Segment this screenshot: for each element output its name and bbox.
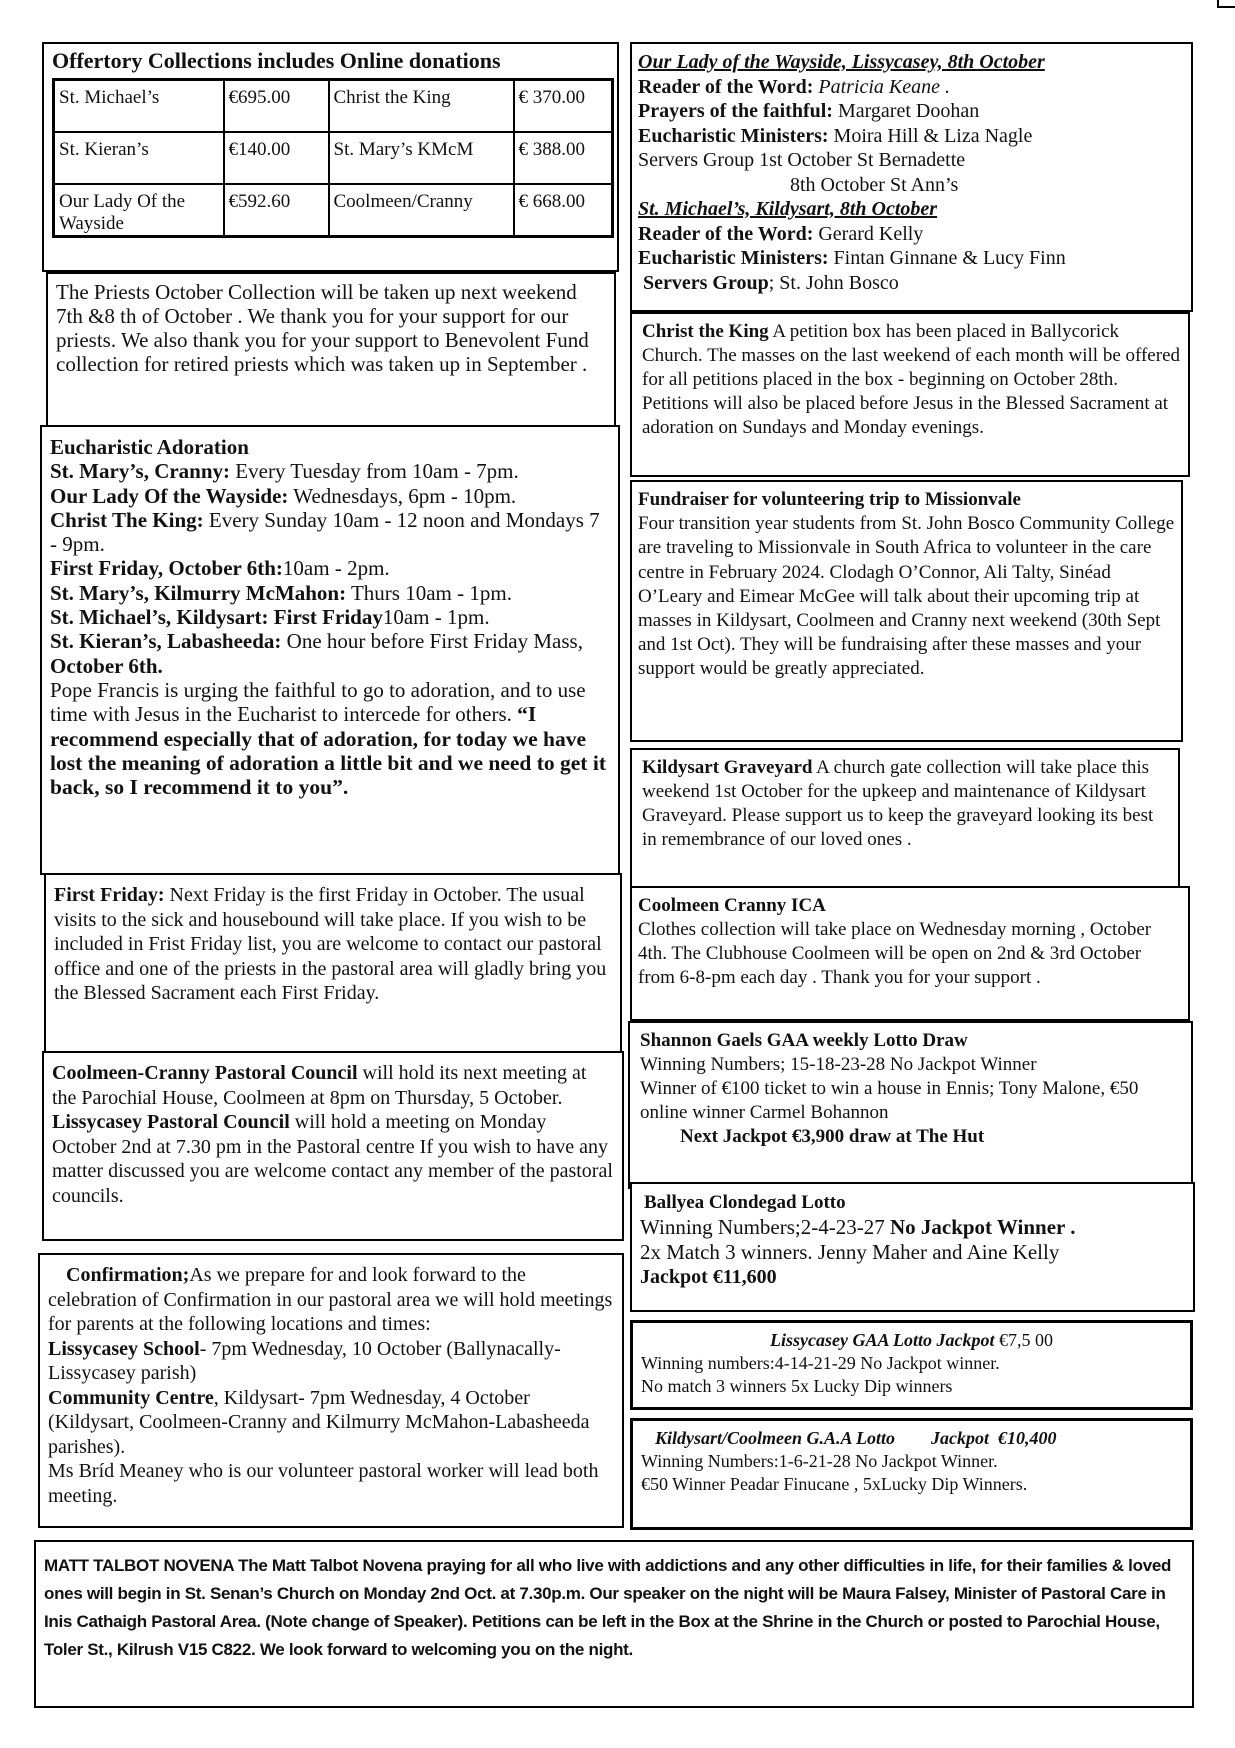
ica-title: Coolmeen Cranny ICA [638,895,826,916]
lissycasey-lotto-title: Lissycasey GAA Lotto Jackpot [770,1330,995,1350]
entry-text: Wednesdays, 6pm - 10pm. [288,483,517,508]
entry-text: 10am - 2pm. [282,556,390,581]
entry-label: St. Kieran’s, Labasheeda: [50,629,282,654]
ballyea-match3: 2x Match 3 winners [640,1240,808,1264]
entry-label: First Friday, October 6th: [50,556,283,581]
kildysart-graveyard-box [630,748,1180,888]
shannon-gaels-numbers: Winning Numbers; 15-18-23-28 No Jackpot Winner [640,1054,1037,1075]
offertory-table [52,78,614,238]
entry-label: Christ The King: [50,507,204,532]
lissycasey-match3: No match 3 winners 5x Lucky Dip winners [641,1376,953,1396]
collection-amount: € 370.00 [514,80,613,132]
ballyea-title: Ballyea Clondegad Lotto [644,1192,846,1213]
priests-collection-text: The Priests October Collection will be taken up next weekend 7th &8 th of October . We thank you for your support for our priests. We also thank you for your support to Benevolent Fund collection for retired priests which was taken up in September . [56,280,589,376]
matt-talbot-novena-box [34,1540,1194,1708]
confirmation-closing: Ms Bríd Meaney who is our volunteer pastoral worker will lead both meeting. [48,1460,599,1507]
kildysart-numbers: Winning Numbers:1-6-21-28 No Jackpot Winner. [641,1451,998,1471]
adoration-entry [50,508,610,557]
lissycasey-council-text: will hold a meeting on Monday October 2nd at 7.30 pm in the Pastoral centre If you wish to have any matter discussed you are welcome contact any member of the pastoral councils. [52,1111,613,1207]
location-label: Lissycasey School [48,1337,200,1360]
entry-date: October 6th. [50,653,163,678]
entry-text: Thurs 10am - 1pm. [346,580,512,605]
table-row [54,80,613,132]
entry-label: St. Mary’s, Kilmurry McMahon: [50,580,347,605]
confirmation-box [38,1253,624,1528]
ballyea-lotto-box [630,1182,1195,1312]
adoration-title: Eucharistic Adoration [50,435,249,459]
petition-text: A petition box has been placed in Ballycorick Church. The masses on the last weekend of each month will be offered for all petitions placed in the box - beginning on October 28th. Petitions will also be placed before Jesus in the Blessed Sacrament at adoration on Sundays and Monday evenings. [642,321,1181,438]
ballyea-jackpot: Jackpot €11,600 [640,1266,777,1288]
lissycasey-council-label: Lissycasey Pastoral Council [52,1111,290,1133]
adoration-entry [50,556,610,580]
adoration-entry [50,629,610,678]
kildysart-coolmeen-lotto-box [630,1418,1193,1530]
page-corner-mark [1217,0,1235,8]
shannon-gaels-title: Shannon Gaels GAA weekly Lotto Draw [640,1030,968,1051]
entry-label: St. Mary’s, Cranny: [50,459,231,484]
confirmation-intro: As we prepare for and look forward to the celebration of Confirmation in our pastoral area we will hold meetings for parents at the following locations and times: [48,1264,613,1335]
offertory-title: Offertory Collections includes Online donations [52,48,501,73]
graveyard-text: A church gate collection will take place this weekend 1st October for the upkeep and maintenance of Kildysart Graveyard. Please support us to keep the graveyard looking its best in remembrance of our loved ones . [642,757,1154,850]
church-name: Christ the King [329,80,514,132]
lissycasey-jackpot: €7,5 00 [994,1330,1053,1350]
ballyea-match3-names: . Jenny Maher and Aine Kelly [807,1240,1060,1264]
reader-label: Reader of the Word: [638,222,814,245]
missionvale-title: Fundraiser for volunteering trip to Missionvale [638,489,1021,510]
adoration-entry [50,581,610,605]
lissycasey-numbers: Winning numbers:4-14-21-29 No Jackpot winner. [641,1353,1000,1373]
collection-amount: € 388.00 [514,132,613,184]
collection-amount: €592.60 [224,184,329,237]
pope-quote: “I recommend especially that of adoration, for today we have lost the meaning of adoration a little bit and we need to get it back, so I recommend it to you”. [50,702,606,800]
adoration-entry [50,459,610,483]
collection-amount: €140.00 [224,132,329,184]
first-friday-text: Next Friday is the first Friday in October. The usual visits to the sick and housebound will take place. If you wish to be included in Frist Friday list, you are welcome to contact our pastoral office and one of the priests in the pastoral area will gladly bring you the Blessed Sacrament each First Friday. [54,884,607,1004]
priests-collection-box [46,272,616,427]
prayers-label: Prayers of the faithful: [638,100,833,122]
shannon-gaels-lotto-box [628,1021,1193,1189]
ministers-names: Fintan Ginnane & Lucy Finn [828,247,1066,269]
reader-name: Patricia Keane . [813,75,950,98]
servers-line: Servers Group 1st October St Bernadette [638,149,966,171]
kildysart-winners: €50 Winner Peadar Finucane , 5xLucky Dip Winners. [641,1474,1028,1494]
table-row [54,132,613,184]
pope-francis-paragraph [50,678,610,799]
petition-label: Christ the King [642,321,769,342]
prayers-name: Margaret Doohan [832,100,980,122]
entry-text: 10am - 1pm. [382,605,490,630]
pope-intro: Pope Francis is urging the faithful to go to adoration, and to use time with Jesus in the Eucharist to intercede for others. [50,677,586,727]
church-name: St. Mary’s KMcM [329,132,514,184]
missionvale-fundraiser-box [630,480,1183,742]
offertory-collections-box [42,42,619,272]
graveyard-label: Kildysart Graveyard [642,757,813,778]
ica-text: Clothes collection will take place on Wednesday morning , October 4th. The Clubhouse Coolmeen will be open on 2nd & 3rd October from 6-8-pm each day . Thank you for your support . [638,919,1152,988]
rota-heading-kildysart: St. Michael’s, Kildysart, 8th October [638,198,938,220]
adoration-entry [50,484,610,508]
coolmeen-council-text: will hold its next meeting at the Parochial House, Coolmeen at 8pm on Thursday, 5 October. [52,1062,587,1109]
reader-label: Reader of the Word: [638,75,814,98]
petition-box-notice [630,312,1190,477]
missionvale-text: Four transition year students from St. John Bosco Community College are traveling to Missionvale in South Africa to volunteer in the care centre in February 2024. Clodagh O’Connor, Ali Talty, Sinéad O’Leary and Eimear McGee will talk about their upcoming trip at masses in Kildysart, Coolmeen and Cranny next weekend (30th Sept and 1st Oct). They will be fundraising after these masses and your support would be greatly appreciated. [638,513,1175,680]
church-name: St. Kieran’s [54,132,224,184]
ministers-names: Moira Hill & Liza Nagle [828,124,1033,147]
ballyea-no-winner: No Jackpot Winner . [889,1215,1076,1239]
table-row [54,184,613,237]
confirmation-label: Confirmation; [66,1264,190,1286]
collection-amount: € 668.00 [514,184,613,237]
location-text: - 7pm Wednesday, 10 October (Ballynacally-Lissycasey parish) [48,1337,561,1384]
church-name: Our Lady Of the Wayside [54,184,224,237]
collection-amount: €695.00 [224,80,329,132]
reader-name: Gerard Kelly [813,222,924,245]
lissycasey-gaa-lotto-box [630,1320,1193,1410]
ministers-label: Eucharistic Ministers: [638,247,829,269]
servers-label: Servers Group [643,271,769,294]
coolmeen-cranny-ica-box [630,886,1190,1021]
adoration-entry [50,605,610,629]
kildysart-lotto-title: Kildysart/Coolmeen G.A.A Lotto Jackpot €10,400 [655,1428,1057,1448]
pastoral-council-box [42,1051,624,1241]
entry-text: One hour before First Friday Mass, [281,629,583,654]
ministry-rota-box [630,42,1193,312]
location-label: Community Centre [48,1386,214,1409]
servers-line: 8th October St Ann’s [790,173,959,196]
location-text: , Kildysart- 7pm Wednesday, 4 October (Kildysart, Coolmeen-Cranny and Kilmurry McMahon-Labasheeda parishes). [48,1386,590,1458]
church-name: St. Michael’s [54,80,224,132]
servers-group: ; St. John Bosco [768,271,899,294]
eucharistic-adoration-box [40,425,620,875]
coolmeen-council-label: Coolmeen-Cranny Pastoral Council [52,1062,358,1084]
ballyea-numbers: Winning Numbers;2-4-23-27 [640,1215,890,1239]
rota-heading-lissycasey: Our Lady of the Wayside, Lissycasey, 8th October [638,51,1045,73]
entry-text: Every Tuesday from 10am - 7pm. [230,459,519,484]
entry-label: St. Michael’s, Kildysart: First Friday [50,605,383,630]
shannon-gaels-winners: Winner of €100 ticket to win a house in Ennis; Tony Malone, €50 online winner Carmel Bohannon [640,1078,1139,1123]
first-friday-label: First Friday: [54,884,165,906]
first-friday-box [44,873,622,1053]
shannon-gaels-jackpot: Next Jackpot €3,900 draw at The Hut [680,1126,985,1147]
church-name: Coolmeen/Cranny [329,184,514,237]
ministers-label: Eucharistic Ministers: [638,124,829,147]
entry-label: Our Lady Of the Wayside: [50,483,289,508]
entry-text: Every Sunday 10am - 12 noon and Mondays 7 - 9pm. [50,507,600,557]
novena-text: MATT TALBOT NOVENA The Matt Talbot Novena praying for all who live with addictions and any other difficulties in life, for their families & loved ones will begin in St. Senan’s Church on Monday 2nd Oct. at 7.30p.m. Our speaker on the night will be Maura Falsey, Minister of Pastoral Care in Inis Cathaigh Pastoral Area. (Note change of Speaker). Petitions can be left in the Box at the Shrine in the Church or posted to Parochial House, Toler St., Kilrush V15 C822. We look forward to welcoming you on the night. [44,1556,1172,1659]
